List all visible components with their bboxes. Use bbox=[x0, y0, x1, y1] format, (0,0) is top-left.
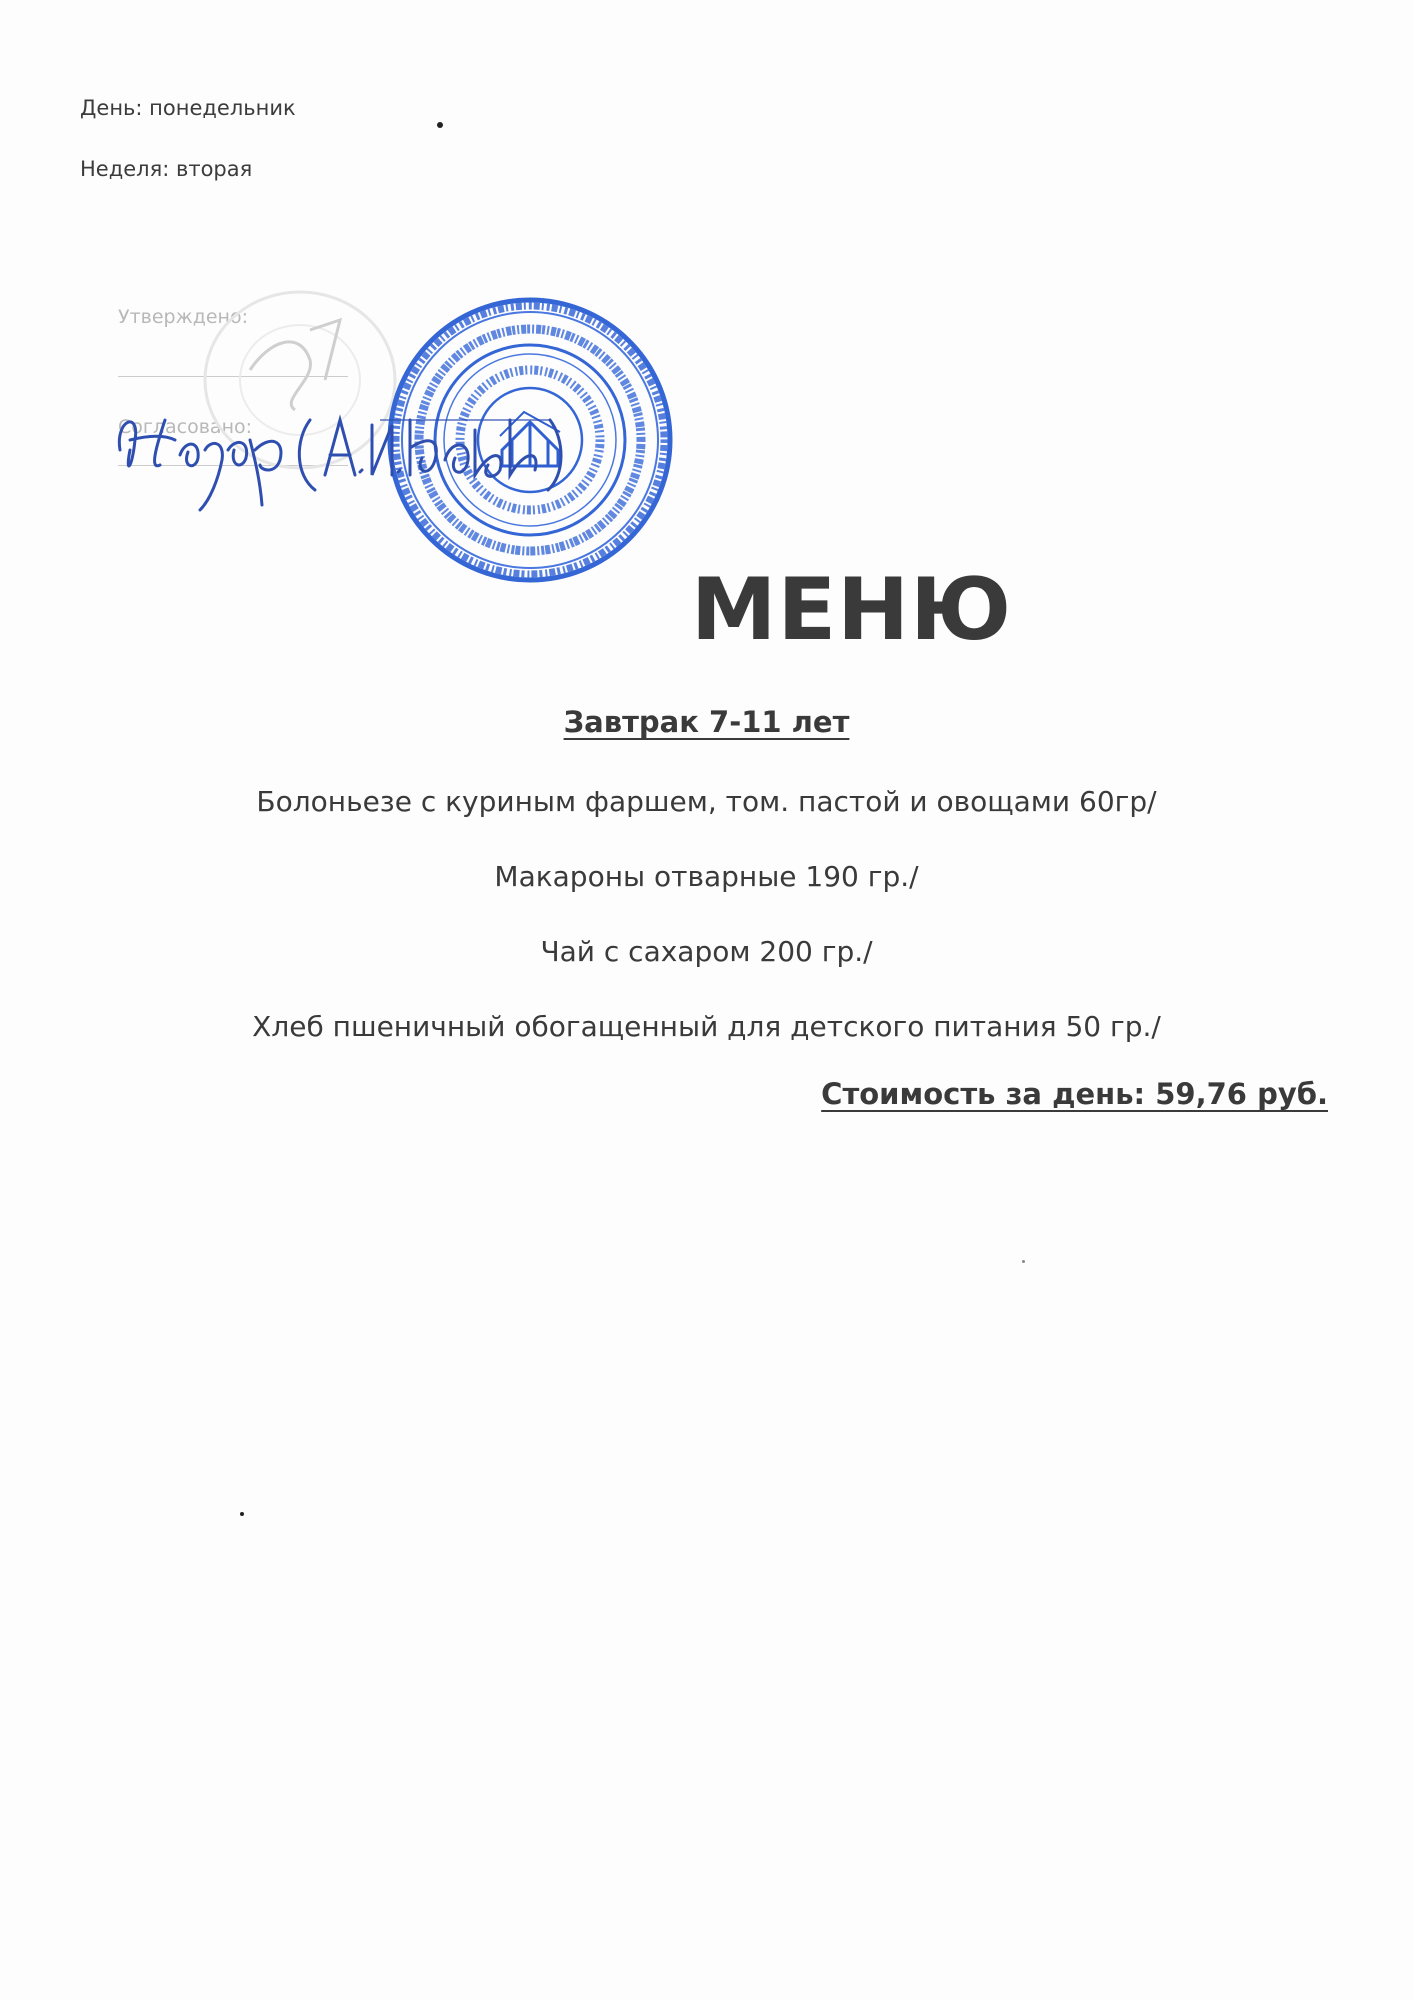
daily-cost: Стоимость за день: 59,76 руб. bbox=[821, 1077, 1328, 1111]
approved-label: Утверждено: bbox=[118, 306, 248, 328]
speck-mark bbox=[240, 1512, 244, 1516]
menu-title: МЕНЮ bbox=[690, 560, 1013, 660]
meal-subtitle: Завтрак 7-11 лет bbox=[563, 705, 850, 739]
week-label: Неделя: вторая bbox=[80, 157, 253, 181]
handwritten-signature-icon bbox=[110, 300, 570, 520]
menu-item-2: Макароны отварные 190 гр./ bbox=[494, 860, 919, 893]
menu-item-4: Хлеб пшеничный обогащенный для детского питания 50 гр./ bbox=[252, 1010, 1161, 1043]
day-label: День: понедельник bbox=[80, 96, 296, 120]
speck-mark bbox=[1022, 1260, 1025, 1263]
speck-mark bbox=[437, 122, 443, 128]
menu-item-1: Болоньезе с куриным фаршем, том. пастой и овощами 60гр/ bbox=[256, 785, 1157, 818]
menu-item-3: Чай с сахаром 200 гр./ bbox=[540, 935, 873, 968]
agreed-label: Согласовано: bbox=[118, 416, 253, 438]
